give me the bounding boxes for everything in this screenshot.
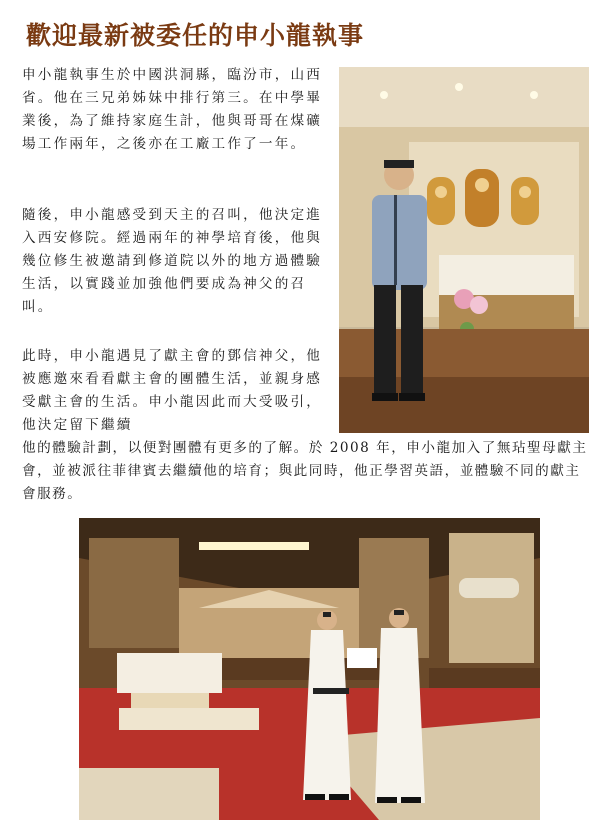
paragraph-background: 申小龍執事生於中國洪洞縣，臨汾市，山西省。他在三兄弟姊妹中排行第三。在中學畢業後，為了維持家庭生計，他與哥哥在煤礦場工作兩年，之後亦在工廠工作了一年。	[22, 67, 323, 152]
paragraph-oblates-part2: 他的體驗計劃，以便對團體有更多的了解。於 2008 年，申小龍加入了無玷聖母獻主會，並被派往菲律賓去繼續他的培育；與此同時，他正學習英語，並體驗不同的獻主會服務。	[22, 440, 588, 502]
paragraph-oblates-part1: 此時，申小龍遇見了獻主會的鄧信神父，他被應邀來看看獻主會的團體生活，並親身感受獻主會的生活。申小龍因此而大受吸引，他決定留下繼續	[22, 348, 323, 433]
paragraph-calling: 隨後，申小龍感受到天主的召叫，他決定進入西安修院。經過兩年的神學培育後，他與幾位修生被邀請到修道院以外的地方過體驗生活，以實踐並加強他們要成為神父的召叫。	[22, 207, 323, 315]
article-title: 歡迎最新被委任的申小龍執事	[26, 21, 365, 50]
church-ceremony-photo	[79, 518, 540, 820]
deacon-chapel-photo	[339, 67, 589, 433]
